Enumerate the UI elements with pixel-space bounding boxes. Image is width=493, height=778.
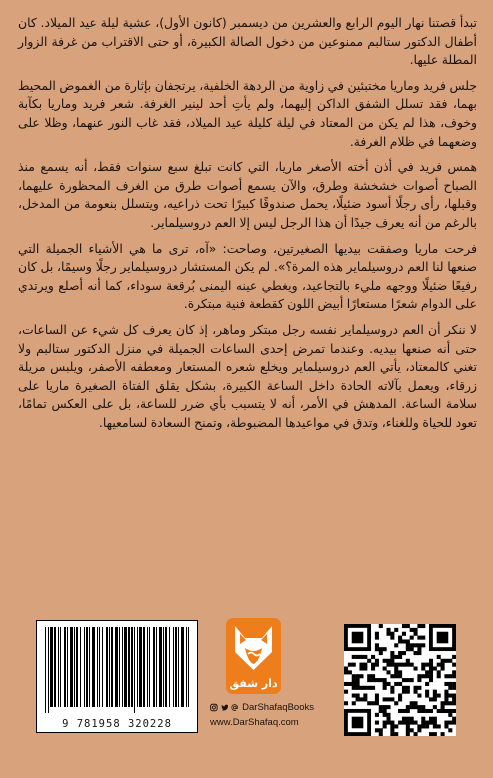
twitter-icon xyxy=(221,703,229,712)
cover-footer xyxy=(0,612,493,778)
back-cover-text xyxy=(18,14,477,439)
fox-logo-icon xyxy=(226,618,281,678)
isbn-number: 9 781958 320228 xyxy=(62,718,172,730)
qr-modules xyxy=(344,624,456,736)
publisher-logo xyxy=(226,618,281,694)
at-icon xyxy=(231,703,239,712)
paragraph-2: جلس فريد وماريا مختبئين في زاوية من الردهة الخلفية، يرتجفان بإثارة من الغموض المحيط بهما، فقد تسلل الشفق الداكن إليهما، ولم يأتِ أحد لينير الغرفة. شعر فريد وماريا بكآبة وخوف، هذا لم يكن من المعتاد في ليلة كليلة عيد الميلاد، فقد غاب النور عنهما، وظلا على وضعهما في ظلام الغرفة. xyxy=(18,77,477,149)
publisher-name: دار شفق xyxy=(229,677,278,690)
paragraph-5: لا ننكر أن العم دروسيلماير نفسه رجل مبتكر وماهر، إذ كان يعرف كل شيء عن الساعات، حتى أنه صنعها بيديه. وعندما تمرض إحدى الساعات الجميلة في منزل الدكتور ستالبم ولا تغني كالمعتاد، يأتي العم دروسيلماير ويخلع شعره المستعار ومعطفه الأصفر، ويلبس مريلة زرقاء، ويعمل بآلاته الحادة داخل الساعة الكبيرة، بشكل يقلق الفتاة الصغيرة ماريا على سلامة الساعة. المدهش في الأمر، أنه لا يتسبب بأي ضرر للساعة، بل على العكس تمامًا، تعود للحياة وللغناء، وتدق في مواعيدها المضبوطة، وتمنح السعادة لسامعيها. xyxy=(18,321,477,430)
social-links xyxy=(210,702,314,728)
paragraph-4: فرحت ماريا وصفقت بيديها الصغيرتين، وصاحت: «آه، ترى ما هي الأشياء الجميلة التي صنعها لنا العم دروسيلماير هذه المرة؟». لم يكن المستشار دروسيلماير رجلًا وسيمًا، بل كان رفيعًا ضئيلًا ووجهه مليء بالتجاعيد، ويغطي عينه اليمنى بُرقعة سوداء، كما أنه أصلع ويرتدي على الدوام شعرًا مستعارًا أبيض اللون كقطعة فنية مبتكرة. xyxy=(18,240,477,312)
isbn-barcode xyxy=(36,620,198,733)
barcode-bars xyxy=(43,627,191,713)
paragraph-3: همس فريد في أذن أخته الأصغر ماريا، التي كانت تبلغ سبع سنوات فقط، أنه يسمع منذ الصباح أصوات خشخشة وطرق، والآن يسمع أصوات طرق من الغرف المحظورة عليهما، وقبلها، رأى رجلًا أسود ضئيلًا، يحمل صندوقًا كبيرًا تحت ذراعيه، ويتسلل بنعومة من المدخل، بالرغم من أنه يعرف جيدًا أن هذا الرجل ليس إلا العم دروسيلماير. xyxy=(18,159,477,230)
social-handle: DarShafaqBooks xyxy=(242,702,314,713)
qr-code xyxy=(344,624,456,736)
website-url: www.DarShafaq.com xyxy=(210,717,299,728)
paragraph-1: تبدأ قصتنا نهار اليوم الرابع والعشرين من ديسمبر (كانون الأول)، عشية ليلة عيد الميلاد. كان أطفال الدكتور ستالبم ممنوعين من دخول الصالة الكبيرة، أو حتى الاقتراب من غرفة الزوار المطلة عليها. xyxy=(18,15,477,68)
instagram-icon xyxy=(210,703,218,712)
